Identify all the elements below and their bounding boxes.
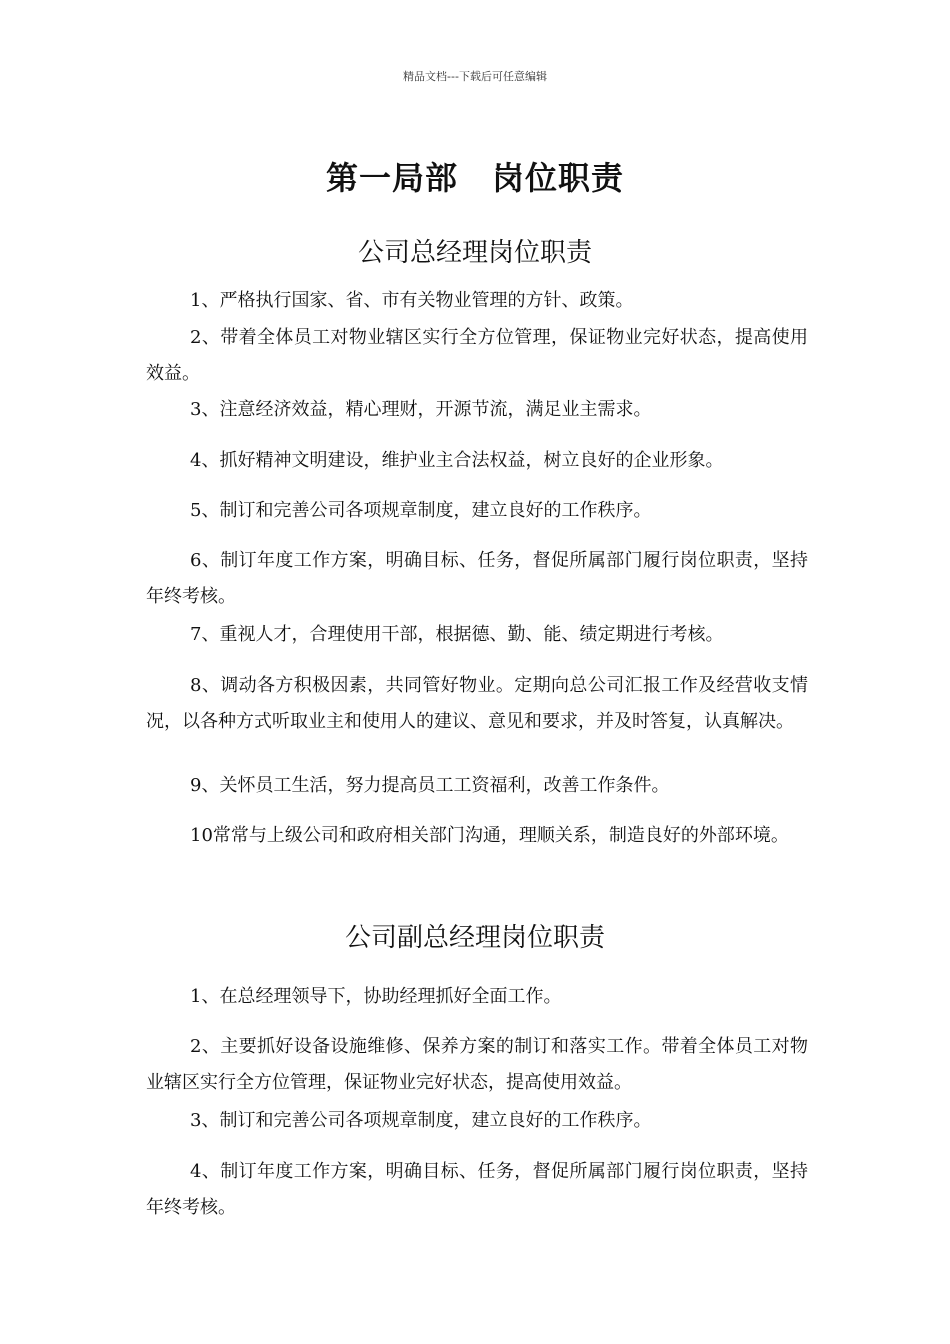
list-item: 3、注意经济效益，精心理财，开源节流，满足业主需求。 bbox=[190, 399, 652, 420]
section-heading-deputy-manager: 公司副总经理岗位职责 bbox=[344, 923, 605, 953]
list-item: 7、重视人才，合理使用干部，根据德、勤、能、绩定期进行考核。 bbox=[190, 624, 724, 645]
list-item: 10常常与上级公司和政府相关部门沟通，理顺关系，制造良好的外部环境。 bbox=[190, 825, 789, 846]
header-note: 精品文档---下载后可任意编辑 bbox=[403, 70, 547, 83]
list-item: 2、带着全体员工对物业辖区实行全方位管理，保证物业完好状态，提高使用效益。 bbox=[146, 327, 808, 384]
list-item: 1、在总经理领导下，协助经理抓好全面工作。 bbox=[190, 986, 562, 1007]
section-heading-general-manager: 公司总经理岗位职责 bbox=[357, 238, 592, 268]
list-item: 5、制订和完善公司各项规章制度，建立良好的工作秩序。 bbox=[190, 500, 652, 521]
list-item: 4、抓好精神文明建设，维护业主合法权益，树立良好的企业形象。 bbox=[190, 450, 724, 471]
list-item: 1、严格执行国家、省、市有关物业管理的方针、政策。 bbox=[190, 290, 634, 311]
list-item: 4、制订年度工作方案，明确目标、任务，督促所属部门履行岗位职责，坚持年终考核。 bbox=[146, 1161, 808, 1218]
list-item: 2、主要抓好设备设施维修、保养方案的制订和落实工作。带着全体员工对物业辖区实行全方位管理，保证物业完好状态，提高使用效益。 bbox=[146, 1036, 808, 1093]
list-item: 6、制订年度工作方案，明确目标、任务，督促所属部门履行岗位职责，坚持年终考核。 bbox=[146, 550, 808, 607]
page-title bbox=[0, 153, 950, 199]
title-part-1: 第一局部 bbox=[325, 159, 458, 197]
list-item: 8、调动各方积极因素，共同管好物业。定期向总公司汇报工作及经营收支情况，以各种方式听取业主和使用人的建议、意见和要求，并及时答复，认真解决。 bbox=[146, 675, 808, 732]
list-item: 3、制订和完善公司各项规章制度，建立良好的工作秩序。 bbox=[190, 1110, 652, 1131]
title-part-2: 岗位职责 bbox=[492, 159, 625, 197]
list-item: 9、关怀员工生活，努力提高员工工资福利，改善工作条件。 bbox=[190, 775, 670, 796]
